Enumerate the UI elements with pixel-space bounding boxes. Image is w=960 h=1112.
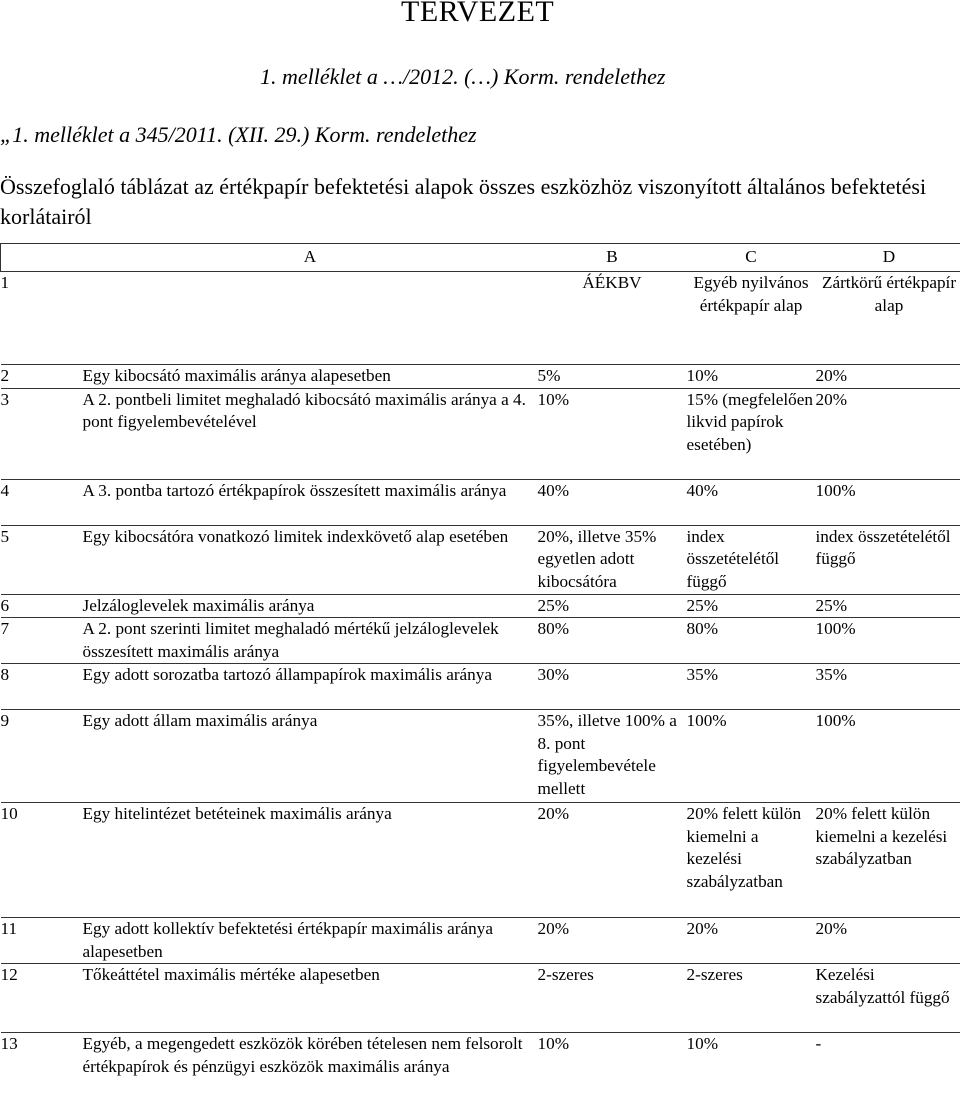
value-d: 20% [816,918,960,964]
row-number: 3 [1,388,83,479]
row-description: Egy adott sorozatba tartozó állampapírok maximális aránya [83,664,538,710]
row-number: 6 [1,594,83,618]
value-b: 30% [538,664,687,710]
value-d: 20% [816,365,960,389]
table-row [1,594,960,618]
row-description: Egy adott kollektív befektetési értékpapír maximális aránya alapesetben [83,918,538,964]
value-c: 2-szeres [687,964,816,1033]
column-letter-b: B [538,244,687,272]
row-description: Jelzáloglevelek maximális aránya [83,594,538,618]
amended-decree-reference: „1. melléklet a 345/2011. (XII. 29.) Korm. rendelethez [0,122,477,147]
value-c: 80% [687,618,816,664]
column-title-row [1,272,960,365]
row-description: A 2. pontbeli limitet meghaladó kibocsátó maximális aránya a 4. pont figyelembevételével [83,388,538,479]
value-b: 20% [538,918,687,964]
value-d: 20% felett külön kiemelni a kezelési szabályzatban [816,803,960,918]
column-title-c: Egyéb nyilvános értékpapír alap [687,272,816,365]
row-description: Egyéb, a megengedett eszközök körében tételesen nem felsorolt értékpapírok és pénzügyi eszközök maximális aránya [83,1033,538,1102]
table-row [1,918,960,964]
value-c: 15% (megfelelően likvid papírok esetében) [687,388,816,479]
value-d: 25% [816,594,960,618]
row-number: 8 [1,664,83,710]
row-description: Egy hitelintézet betéteinek maximális aránya [83,803,538,918]
row-number: 12 [1,964,83,1033]
value-b: 25% [538,594,687,618]
column-letter-d: D [816,244,960,272]
column-letter-a: A [83,244,538,272]
value-b: 10% [538,1033,687,1102]
value-b: 2-szeres [538,964,687,1033]
value-c: 20% felett külön kiemelni a kezelési szabályzatban [687,803,816,918]
row-number: 7 [1,618,83,664]
value-d: - [816,1033,960,1102]
column-title-b: ÁÉKBV [538,272,687,365]
value-c: 10% [687,365,816,389]
value-b: 20%, illetve 35% egyetlen adott kibocsátóra [538,525,687,594]
row-number: 5 [1,525,83,594]
value-c: 100% [687,710,816,803]
column-letter-c: C [687,244,816,272]
value-d: 100% [816,710,960,803]
table-row [1,525,960,594]
value-c: index összetételétől függő [687,525,816,594]
table-row [1,618,960,664]
header-blank-cell [1,244,83,272]
table-row [1,1033,960,1102]
row-number: 4 [1,479,83,525]
row-description: Tőkeáttétel maximális mértéke alapesetben [83,964,538,1033]
row-number: 10 [1,803,83,918]
value-d: index összetételétől függő [816,525,960,594]
column-letter-row [1,244,960,272]
table-row [1,710,960,803]
document-title: TERVEZET [401,0,555,28]
row-number: 9 [1,710,83,803]
value-b: 5% [538,365,687,389]
value-d: 100% [816,618,960,664]
row-number: 1 [1,272,83,365]
table-row [1,479,960,525]
row-description: Egy kibocsátóra vonatkozó limitek indexkövető alap esetében [83,525,538,594]
table-row [1,803,960,918]
value-d: Kezelési szabályzattól függő [816,964,960,1033]
row-number: 2 [1,365,83,389]
value-c: 35% [687,664,816,710]
value-d: 100% [816,479,960,525]
value-c: 10% [687,1033,816,1102]
row-number: 13 [1,1033,83,1102]
table-heading: Összefoglaló táblázat az értékpapír befektetési alapok összes eszközhöz viszonyított általános befektetési korlátairól [0,174,927,229]
value-b: 10% [538,388,687,479]
value-d: 35% [816,664,960,710]
table-row [1,365,960,389]
value-b: 20% [538,803,687,918]
row-description: A 2. pont szerinti limitet meghaladó mértékű jelzáloglevelek összesített maximális aránya [83,618,538,664]
row-number: 11 [1,918,83,964]
value-c: 25% [687,594,816,618]
value-b: 80% [538,618,687,664]
decree-reference: 1. melléklet a …/2012. (…) Korm. rendelethez [260,64,666,89]
row-description: Egy kibocsátó maximális aránya alapesetben [83,365,538,389]
value-d: 20% [816,388,960,479]
row-description: Egy adott állam maximális aránya [83,710,538,803]
value-c: 20% [687,918,816,964]
column-title-d: Zártkörű értékpapír alap [816,272,960,365]
value-c: 40% [687,479,816,525]
table-row [1,388,960,479]
investment-limits-table [0,243,960,1101]
value-b: 40% [538,479,687,525]
table-row [1,964,960,1033]
table-row [1,664,960,710]
value-b: 35%, illetve 100% a 8. pont figyelembevétele mellett [538,710,687,803]
row-description: A 3. pontba tartozó értékpapírok összesített maximális aránya [83,479,538,525]
column-title-a [83,272,538,365]
